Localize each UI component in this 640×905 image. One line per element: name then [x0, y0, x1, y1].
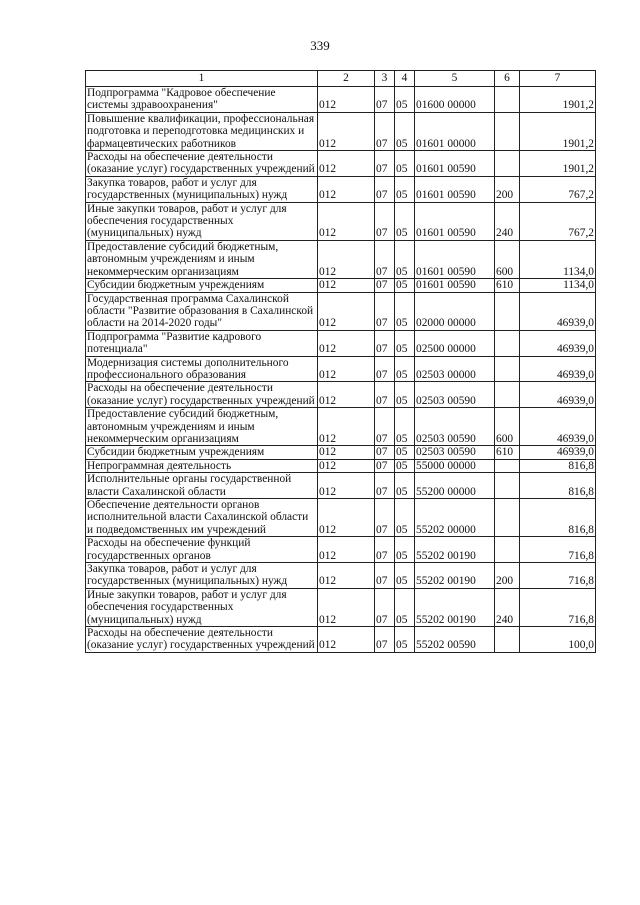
row-name-cell: Подпрограмма "Развитие кадрового потенциала"	[86, 330, 318, 356]
table-row	[86, 292, 596, 330]
amount-cell: 46939,0	[520, 446, 596, 459]
section-code-cell: 07	[375, 202, 395, 240]
subsection-code-cell: 05	[395, 202, 415, 240]
subsection-code-cell: 05	[395, 382, 415, 408]
section-code-cell: 07	[375, 408, 395, 446]
table-row	[86, 588, 596, 626]
expense-type-cell	[495, 292, 520, 330]
amount-cell: 816,8	[520, 499, 596, 537]
row-name-cell: Исполнительные органы государственной власти Сахалинской области	[86, 473, 318, 499]
table-row	[86, 356, 596, 382]
expense-type-cell: 610	[495, 446, 520, 459]
section-code-cell: 07	[375, 537, 395, 563]
amount-cell: 100,0	[520, 627, 596, 653]
amount-cell: 1901,2	[520, 112, 596, 150]
section-code-cell: 07	[375, 112, 395, 150]
target-article-cell: 01601 00590	[415, 151, 495, 177]
target-article-cell: 01601 00000	[415, 112, 495, 150]
row-name-cell: Повышение квалификации, профессиональная подготовка и переподготовка медицинских и фармацевтических работников	[86, 112, 318, 150]
ministry-code-cell: 012	[318, 87, 375, 113]
ministry-code-cell: 012	[318, 473, 375, 499]
table-row	[86, 382, 596, 408]
amount-cell: 767,2	[520, 202, 596, 240]
subsection-code-cell: 05	[395, 112, 415, 150]
subsection-code-cell: 05	[395, 356, 415, 382]
table-row	[86, 87, 596, 113]
expense-type-cell: 200	[495, 176, 520, 202]
amount-cell: 1901,2	[520, 151, 596, 177]
ministry-code-cell: 012	[318, 499, 375, 537]
table-row	[86, 499, 596, 537]
row-name-cell: Расходы на обеспечение деятельности (оказание услуг) государственных учреждений	[86, 382, 318, 408]
subsection-code-cell: 05	[395, 627, 415, 653]
expense-type-cell: 610	[495, 279, 520, 292]
target-article-cell: 55202 00190	[415, 537, 495, 563]
section-code-cell: 07	[375, 151, 395, 177]
subsection-code-cell: 05	[395, 499, 415, 537]
ministry-code-cell: 012	[318, 537, 375, 563]
ministry-code-cell: 012	[318, 627, 375, 653]
expense-type-cell	[495, 473, 520, 499]
row-name-cell: Модернизация системы дополнительного профессионального образования	[86, 356, 318, 382]
budget-table	[85, 70, 596, 653]
ministry-code-cell: 012	[318, 202, 375, 240]
amount-cell: 1901,2	[520, 87, 596, 113]
table-row	[86, 563, 596, 589]
amount-cell: 716,8	[520, 537, 596, 563]
ministry-code-cell: 012	[318, 408, 375, 446]
target-article-cell: 55202 00190	[415, 563, 495, 589]
subsection-code-cell: 05	[395, 588, 415, 626]
amount-cell: 767,2	[520, 176, 596, 202]
expense-type-cell	[495, 87, 520, 113]
table-row	[86, 112, 596, 150]
expense-type-cell: 600	[495, 408, 520, 446]
table-row	[86, 240, 596, 278]
ministry-code-cell: 012	[318, 330, 375, 356]
expense-type-cell	[495, 627, 520, 653]
row-name-cell: Иные закупки товаров, работ и услуг для обеспечения государственных (муниципальных) нужд	[86, 588, 318, 626]
expense-type-cell	[495, 537, 520, 563]
row-name-cell: Предоставление субсидий бюджетным, автономным учреждениям и иным некоммерческим организациям	[86, 408, 318, 446]
ministry-code-cell: 012	[318, 279, 375, 292]
row-name-cell: Обеспечение деятельности органов исполнительной власти Сахалинской области и подведомственных им учреждений	[86, 499, 318, 537]
header-cell: 4	[395, 71, 415, 87]
expense-type-cell: 200	[495, 563, 520, 589]
ministry-code-cell: 012	[318, 588, 375, 626]
section-code-cell: 07	[375, 330, 395, 356]
table-row	[86, 202, 596, 240]
target-article-cell: 01600 00000	[415, 87, 495, 113]
section-code-cell: 07	[375, 240, 395, 278]
subsection-code-cell: 05	[395, 176, 415, 202]
ministry-code-cell: 012	[318, 240, 375, 278]
expense-type-cell	[495, 151, 520, 177]
target-article-cell: 02503 00590	[415, 408, 495, 446]
row-name-cell: Государственная программа Сахалинской области "Развитие образования в Сахалинской области на 2014-2020 годы"	[86, 292, 318, 330]
amount-cell: 46939,0	[520, 382, 596, 408]
row-name-cell: Субсидии бюджетным учреждениям	[86, 279, 318, 292]
subsection-code-cell: 05	[395, 537, 415, 563]
table-row	[86, 627, 596, 653]
target-article-cell: 55202 00000	[415, 499, 495, 537]
ministry-code-cell: 012	[318, 446, 375, 459]
header-cell: 3	[375, 71, 395, 87]
table-row	[86, 446, 596, 459]
ministry-code-cell: 012	[318, 563, 375, 589]
table-row	[86, 537, 596, 563]
amount-cell: 1134,0	[520, 279, 596, 292]
subsection-code-cell: 05	[395, 459, 415, 472]
expense-type-cell: 600	[495, 240, 520, 278]
table-row	[86, 459, 596, 472]
amount-cell: 716,8	[520, 588, 596, 626]
subsection-code-cell: 05	[395, 279, 415, 292]
table-row	[86, 176, 596, 202]
row-name-cell: Предоставление субсидий бюджетным, автономным учреждениям и иным некоммерческим организациям	[86, 240, 318, 278]
page-number: 339	[310, 38, 330, 53]
target-article-cell: 02503 00590	[415, 382, 495, 408]
target-article-cell: 02000 00000	[415, 292, 495, 330]
ministry-code-cell: 012	[318, 292, 375, 330]
target-article-cell: 01601 00590	[415, 240, 495, 278]
ministry-code-cell: 012	[318, 151, 375, 177]
row-name-cell: Непрограммная деятельность	[86, 459, 318, 472]
amount-cell: 716,8	[520, 563, 596, 589]
target-article-cell: 55202 00590	[415, 627, 495, 653]
target-article-cell: 02500 00000	[415, 330, 495, 356]
amount-cell: 46939,0	[520, 292, 596, 330]
amount-cell: 46939,0	[520, 356, 596, 382]
header-cell: 1	[86, 71, 318, 87]
section-code-cell: 07	[375, 176, 395, 202]
row-name-cell: Расходы на обеспечение деятельности (оказание услуг) государственных учреждений	[86, 151, 318, 177]
table-row	[86, 408, 596, 446]
subsection-code-cell: 05	[395, 446, 415, 459]
section-code-cell: 07	[375, 292, 395, 330]
subsection-code-cell: 05	[395, 151, 415, 177]
expense-type-cell	[495, 330, 520, 356]
table-row	[86, 151, 596, 177]
amount-cell: 816,8	[520, 473, 596, 499]
section-code-cell: 07	[375, 627, 395, 653]
header-cell: 7	[520, 71, 596, 87]
target-article-cell: 02503 00000	[415, 356, 495, 382]
target-article-cell: 02503 00590	[415, 446, 495, 459]
section-code-cell: 07	[375, 459, 395, 472]
target-article-cell: 01601 00590	[415, 279, 495, 292]
amount-cell: 816,8	[520, 459, 596, 472]
row-name-cell: Расходы на обеспечение деятельности (оказание услуг) государственных учреждений	[86, 627, 318, 653]
subsection-code-cell: 05	[395, 408, 415, 446]
expense-type-cell	[495, 356, 520, 382]
row-name-cell: Расходы на обеспечение функций государственных органов	[86, 537, 318, 563]
expense-type-cell	[495, 499, 520, 537]
subsection-code-cell: 05	[395, 292, 415, 330]
ministry-code-cell: 012	[318, 382, 375, 408]
section-code-cell: 07	[375, 499, 395, 537]
subsection-code-cell: 05	[395, 240, 415, 278]
ministry-code-cell: 012	[318, 112, 375, 150]
subsection-code-cell: 05	[395, 563, 415, 589]
section-code-cell: 07	[375, 588, 395, 626]
subsection-code-cell: 05	[395, 473, 415, 499]
section-code-cell: 07	[375, 563, 395, 589]
row-name-cell: Закупка товаров, работ и услуг для государственных (муниципальных) нужд	[86, 563, 318, 589]
section-code-cell: 07	[375, 87, 395, 113]
ministry-code-cell: 012	[318, 176, 375, 202]
target-article-cell: 55200 00000	[415, 473, 495, 499]
header-cell: 2	[318, 71, 375, 87]
table-row	[86, 473, 596, 499]
expense-type-cell	[495, 382, 520, 408]
expense-type-cell	[495, 112, 520, 150]
row-name-cell: Субсидии бюджетным учреждениям	[86, 446, 318, 459]
row-name-cell: Иные закупки товаров, работ и услуг для обеспечения государственных (муниципальных) нужд	[86, 202, 318, 240]
section-code-cell: 07	[375, 279, 395, 292]
section-code-cell: 07	[375, 446, 395, 459]
subsection-code-cell: 05	[395, 330, 415, 356]
header-cell: 6	[495, 71, 520, 87]
expense-type-cell: 240	[495, 588, 520, 626]
table-row	[86, 330, 596, 356]
target-article-cell: 01601 00590	[415, 202, 495, 240]
table-row	[86, 279, 596, 292]
ministry-code-cell: 012	[318, 459, 375, 472]
header-cell: 5	[415, 71, 495, 87]
section-code-cell: 07	[375, 356, 395, 382]
amount-cell: 1134,0	[520, 240, 596, 278]
amount-cell: 46939,0	[520, 330, 596, 356]
expense-type-cell: 240	[495, 202, 520, 240]
table-header-row	[86, 71, 596, 87]
ministry-code-cell: 012	[318, 356, 375, 382]
target-article-cell: 55202 00190	[415, 588, 495, 626]
section-code-cell: 07	[375, 382, 395, 408]
row-name-cell: Закупка товаров, работ и услуг для государственных (муниципальных) нужд	[86, 176, 318, 202]
expense-type-cell	[495, 459, 520, 472]
row-name-cell: Подпрограмма "Кадровое обеспечение системы здравоохранения"	[86, 87, 318, 113]
section-code-cell: 07	[375, 473, 395, 499]
target-article-cell: 01601 00590	[415, 176, 495, 202]
subsection-code-cell: 05	[395, 87, 415, 113]
amount-cell: 46939,0	[520, 408, 596, 446]
target-article-cell: 55000 00000	[415, 459, 495, 472]
